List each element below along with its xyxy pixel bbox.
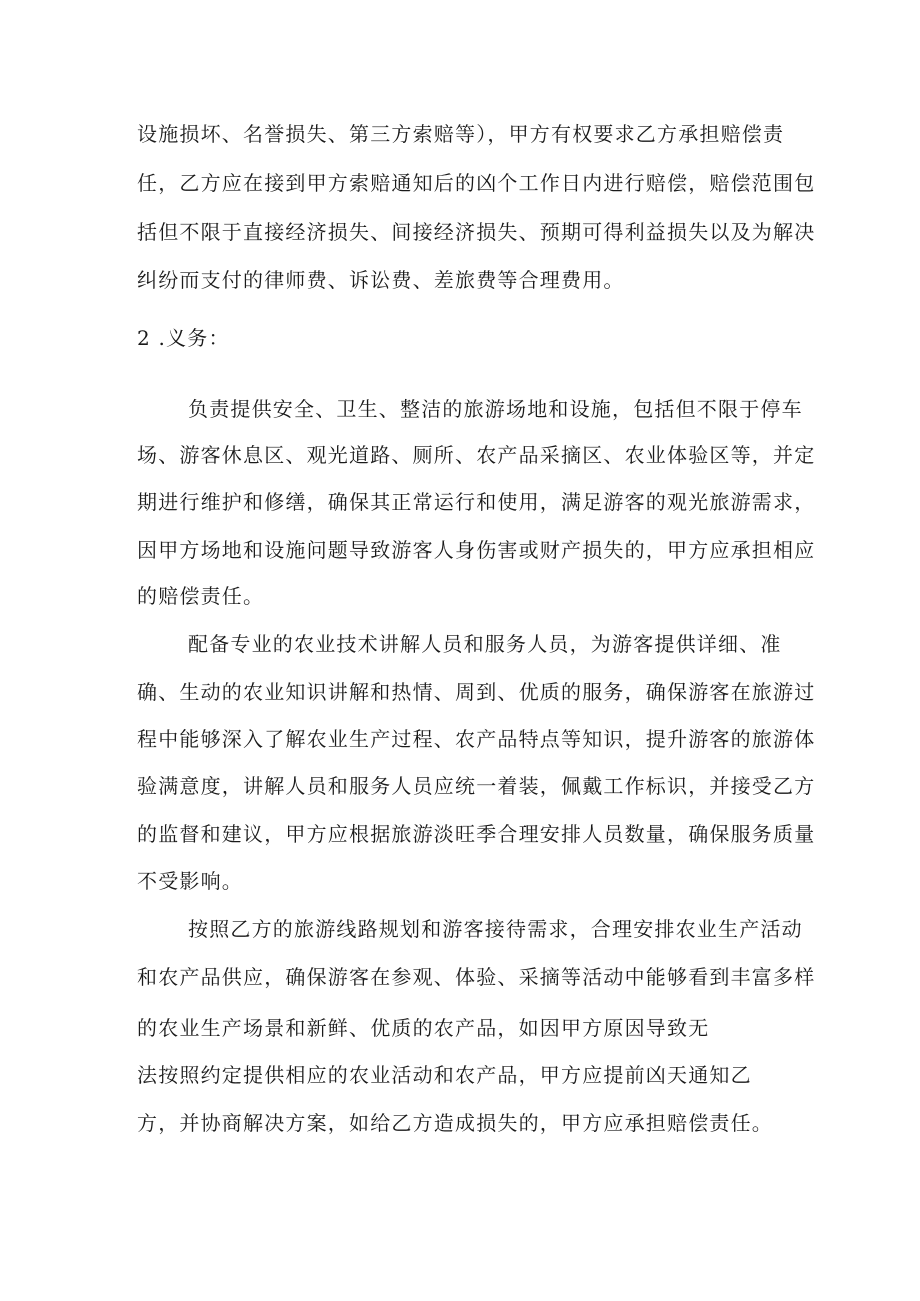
text-line: 括但不限于直接经济损失、间接经济损失、预期可得利益损失以及为解决 xyxy=(137,220,816,244)
text-line: 期进行维护和修缮，确保其正常运行和使用，满足游客的观光旅游需求， xyxy=(137,490,816,514)
paragraph-start: 配备专业的农业技术讲解人员和服务人员，为游客提供详细、准 xyxy=(188,632,782,656)
text-line: 确、生动的农业知识讲解和热情、周到、优质的服务，确保游客在旅游过 xyxy=(137,680,816,704)
section-heading: 2 .义务： xyxy=(137,326,230,350)
text-line: 因甲方场地和设施问题导致游客人身伤害或财产损失的，甲方应承担相应 xyxy=(137,538,816,562)
text-line: 的监督和建议，甲方应根据旅游淡旺季合理安排人员数量，确保服务质量 xyxy=(137,822,816,846)
text-line: 任，乙方应在接到甲方索赔通知后的凶个工作日内进行赔偿，赔偿范围包 xyxy=(137,171,816,195)
text-line: 程中能够深入了解农业生产过程、农产品特点等知识，提升游客的旅游体 xyxy=(137,727,816,751)
text-line: 方，并协商解决方案，如给乙方造成损失的，甲方应承担赔偿责任。 xyxy=(137,1111,773,1135)
paragraph-start: 负责提供安全、卫生、整洁的旅游场地和设施，包括但不限于停车 xyxy=(188,397,803,421)
text-line: 验满意度，讲解人员和服务人员应统一着装，佩戴工作标识，并接受乙方 xyxy=(137,774,816,798)
text-line: 和农产品供应，确保游客在参观、体验、采摘等活动中能够看到丰富多样 xyxy=(137,965,816,989)
paragraph-start: 按照乙方的旅游线路规划和游客接待需求，合理安排农业生产活动 xyxy=(188,917,803,941)
text-line: 的农业生产场景和新鲜、优质的农产品，如因甲方原因导致无 xyxy=(137,1016,710,1040)
text-line: 场、游客休息区、观光道路、厕所、农产品采摘区、农业体验区等，并定 xyxy=(137,443,816,467)
text-line: 的赔偿责任。 xyxy=(137,584,265,608)
text-line: 法按照约定提供相应的农业活动和农产品，甲方应提前凶天通知乙 xyxy=(137,1063,752,1087)
text-line: 纠纷而支付的律师费、诉讼费、差旅费等合理费用。 xyxy=(137,268,625,292)
text-line: 不受影响。 xyxy=(137,869,243,893)
text-line: 设施损坏、名誉损失、第三方索赔等），甲方有权要求乙方承担赔偿责 xyxy=(137,122,785,146)
